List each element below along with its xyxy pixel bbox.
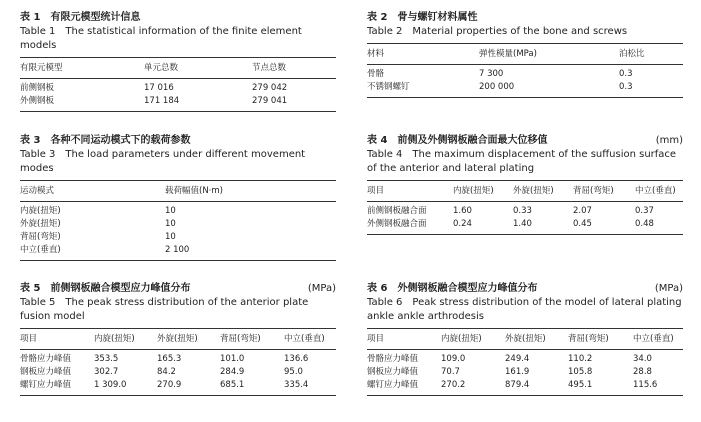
table-row — [20, 350, 336, 367]
table-cell: 骨骼 — [367, 69, 385, 79]
table-cell: 279 042 — [252, 83, 288, 93]
table-cell: 165.3 — [157, 354, 182, 364]
table-row — [20, 231, 336, 244]
table-6-caption-zh — [367, 281, 683, 296]
table-cell: 95.0 — [284, 367, 303, 377]
table-cell: 109.0 — [441, 354, 466, 364]
table-5-caption-zh — [20, 281, 336, 296]
table-cell: 335.4 — [284, 380, 309, 390]
table-cell: 1.40 — [513, 219, 532, 229]
table-cell: 0.3 — [619, 82, 633, 92]
column-header: 内旋(扭矩) — [453, 181, 513, 202]
table-row — [20, 244, 336, 261]
table-cell: 105.8 — [568, 367, 593, 377]
table-cell: 不锈钢螺钉 — [367, 82, 410, 92]
table-5-grid — [20, 329, 336, 396]
table-cell: 84.2 — [157, 367, 176, 377]
table-cell: 0.37 — [635, 206, 654, 216]
table-row — [20, 202, 336, 219]
column-header: 外旋(扭矩) — [513, 181, 573, 202]
table-row — [367, 379, 683, 396]
table-cell: 10 — [165, 206, 176, 216]
table-cell: 0.3 — [619, 69, 633, 79]
table-cell: 0.24 — [453, 219, 472, 229]
table-row — [367, 65, 683, 82]
table-cell: 钢板应力峰值 — [367, 367, 419, 377]
table-cell: 螺钉应力峰值 — [367, 380, 419, 390]
table-row — [367, 366, 683, 379]
table-cell: 353.5 — [94, 354, 119, 364]
table-row — [20, 79, 336, 96]
column-header: 单元总数 — [144, 58, 252, 79]
table-cell: 前侧钢板融合面 — [367, 206, 427, 216]
table-cell: 螺钉应力峰值 — [20, 380, 72, 390]
table-4-unit: (mm) — [655, 135, 683, 146]
column-header: 节点总数 — [252, 58, 336, 79]
table-4 — [367, 133, 683, 235]
table-cell: 外侧钢板 — [20, 96, 55, 106]
table-cell: 背屈(弯矩) — [20, 232, 61, 242]
table-row — [20, 366, 336, 379]
column-header: 材料 — [367, 44, 479, 65]
column-header: 内旋(扭矩) — [94, 329, 157, 350]
table-5-unit: (MPa) — [307, 283, 336, 294]
table-3-caption-zh: 表 3 各种不同运动模式下的载荷参数 — [20, 135, 191, 146]
table-cell: 骨骼应力峰值 — [367, 354, 419, 364]
column-header: 中立(垂直) — [633, 329, 683, 350]
table-5-title: 表 5 前侧钢板融合模型应力峰值分布 — [20, 283, 191, 294]
table-4-caption-zh — [367, 133, 683, 148]
table-6-caption-en: Table 6 Peak stress distribution of the model of lateral plating ankle ankle arthrodesis — [367, 297, 682, 322]
table-cell: 101.0 — [220, 354, 245, 364]
table-3-caption-en: Table 3 The load parameters under different movement modes — [20, 149, 306, 174]
table-6-unit: (MPa) — [654, 283, 683, 294]
column-header: 有限元模型 — [20, 58, 144, 79]
table-cell: 161.9 — [505, 367, 530, 377]
table-6-title: 表 6 外侧钢板融合模型应力峰值分布 — [367, 283, 538, 294]
table-row — [20, 379, 336, 396]
table-cell: 136.6 — [284, 354, 309, 364]
table-5-caption-en: Table 5 The peak stress distribution of the anterior plate fusion model — [20, 297, 309, 322]
table-cell: 270.9 — [157, 380, 182, 390]
table-row — [20, 95, 336, 112]
column-header: 外旋(扭矩) — [157, 329, 220, 350]
table-cell: 28.8 — [633, 367, 652, 377]
column-header: 背屈(弯矩) — [568, 329, 633, 350]
table-cell: 前侧钢板 — [20, 83, 55, 93]
table-cell: 7 300 — [479, 69, 504, 79]
table-5 — [20, 281, 336, 396]
table-4-grid — [367, 181, 683, 235]
table-6 — [367, 281, 683, 396]
table-1 — [20, 10, 336, 112]
table-2-caption-zh: 表 2 骨与螺钉材料属性 — [367, 12, 478, 23]
table-cell: 10 — [165, 232, 176, 242]
column-header: 外旋(扭矩) — [505, 329, 568, 350]
table-cell: 1 309.0 — [94, 380, 127, 390]
table-cell: 0.48 — [635, 219, 654, 229]
table-1-caption-zh: 表 1 有限元模型统计信息 — [20, 12, 141, 23]
column-header: 载荷幅值(N·m) — [165, 181, 336, 202]
table-6-grid — [367, 329, 683, 396]
table-2-grid — [367, 44, 683, 98]
table-row — [367, 202, 683, 219]
table-cell: 17 016 — [144, 83, 174, 93]
table-cell: 外侧钢板融合面 — [367, 219, 427, 229]
table-cell: 0.33 — [513, 206, 532, 216]
table-cell: 骨骼应力峰值 — [20, 354, 72, 364]
table-cell: 685.1 — [220, 380, 245, 390]
table-cell: 0.45 — [573, 219, 592, 229]
table-3 — [20, 133, 336, 261]
table-cell: 171 184 — [144, 96, 180, 106]
column-header: 背屈(弯矩) — [573, 181, 635, 202]
table-4-title: 表 4 前侧及外侧钢板融合面最大位移值 — [367, 135, 548, 146]
table-cell: 284.9 — [220, 367, 245, 377]
table-cell: 中立(垂直) — [20, 245, 61, 255]
table-cell: 10 — [165, 219, 176, 229]
table-2-caption-en: Table 2 Material properties of the bone and screws — [367, 26, 628, 37]
table-2 — [367, 10, 683, 98]
table-row — [367, 81, 683, 98]
table-cell: 115.6 — [633, 380, 658, 390]
table-1-grid — [20, 58, 336, 112]
table-cell: 302.7 — [94, 367, 119, 377]
table-3-grid — [20, 181, 336, 261]
column-header: 项目 — [20, 329, 94, 350]
table-cell: 2.07 — [573, 206, 592, 216]
table-cell: 外旋(扭矩) — [20, 219, 61, 229]
table-cell: 2 100 — [165, 245, 190, 255]
column-header: 项目 — [367, 329, 441, 350]
column-header: 泊松比 — [619, 44, 683, 65]
table-row — [20, 218, 336, 231]
table-row — [367, 350, 683, 367]
table-cell: 1.60 — [453, 206, 472, 216]
table-cell: 钢板应力峰值 — [20, 367, 72, 377]
table-cell: 270.2 — [441, 380, 466, 390]
table-cell: 内旋(扭矩) — [20, 206, 61, 216]
table-cell: 70.7 — [441, 367, 460, 377]
column-header: 中立(垂直) — [284, 329, 336, 350]
column-header: 背屈(弯矩) — [220, 329, 284, 350]
table-cell: 279 041 — [252, 96, 288, 106]
table-cell: 200 000 — [479, 82, 515, 92]
table-cell: 110.2 — [568, 354, 593, 364]
table-cell: 879.4 — [505, 380, 530, 390]
column-header: 弹性模量(MPa) — [479, 44, 619, 65]
column-header: 项目 — [367, 181, 453, 202]
table-cell: 495.1 — [568, 380, 593, 390]
table-cell: 34.0 — [633, 354, 652, 364]
column-header: 运动模式 — [20, 181, 165, 202]
table-1-caption-en: Table 1 The statistical information of the finite element models — [20, 26, 302, 51]
column-header: 内旋(扭矩) — [441, 329, 505, 350]
table-4-caption-en: Table 4 The maximum displacement of the suffusion surface of the anterior and lateral plating — [367, 149, 677, 174]
column-header: 中立(垂直) — [635, 181, 683, 202]
table-row — [367, 218, 683, 235]
table-cell: 249.4 — [505, 354, 530, 364]
